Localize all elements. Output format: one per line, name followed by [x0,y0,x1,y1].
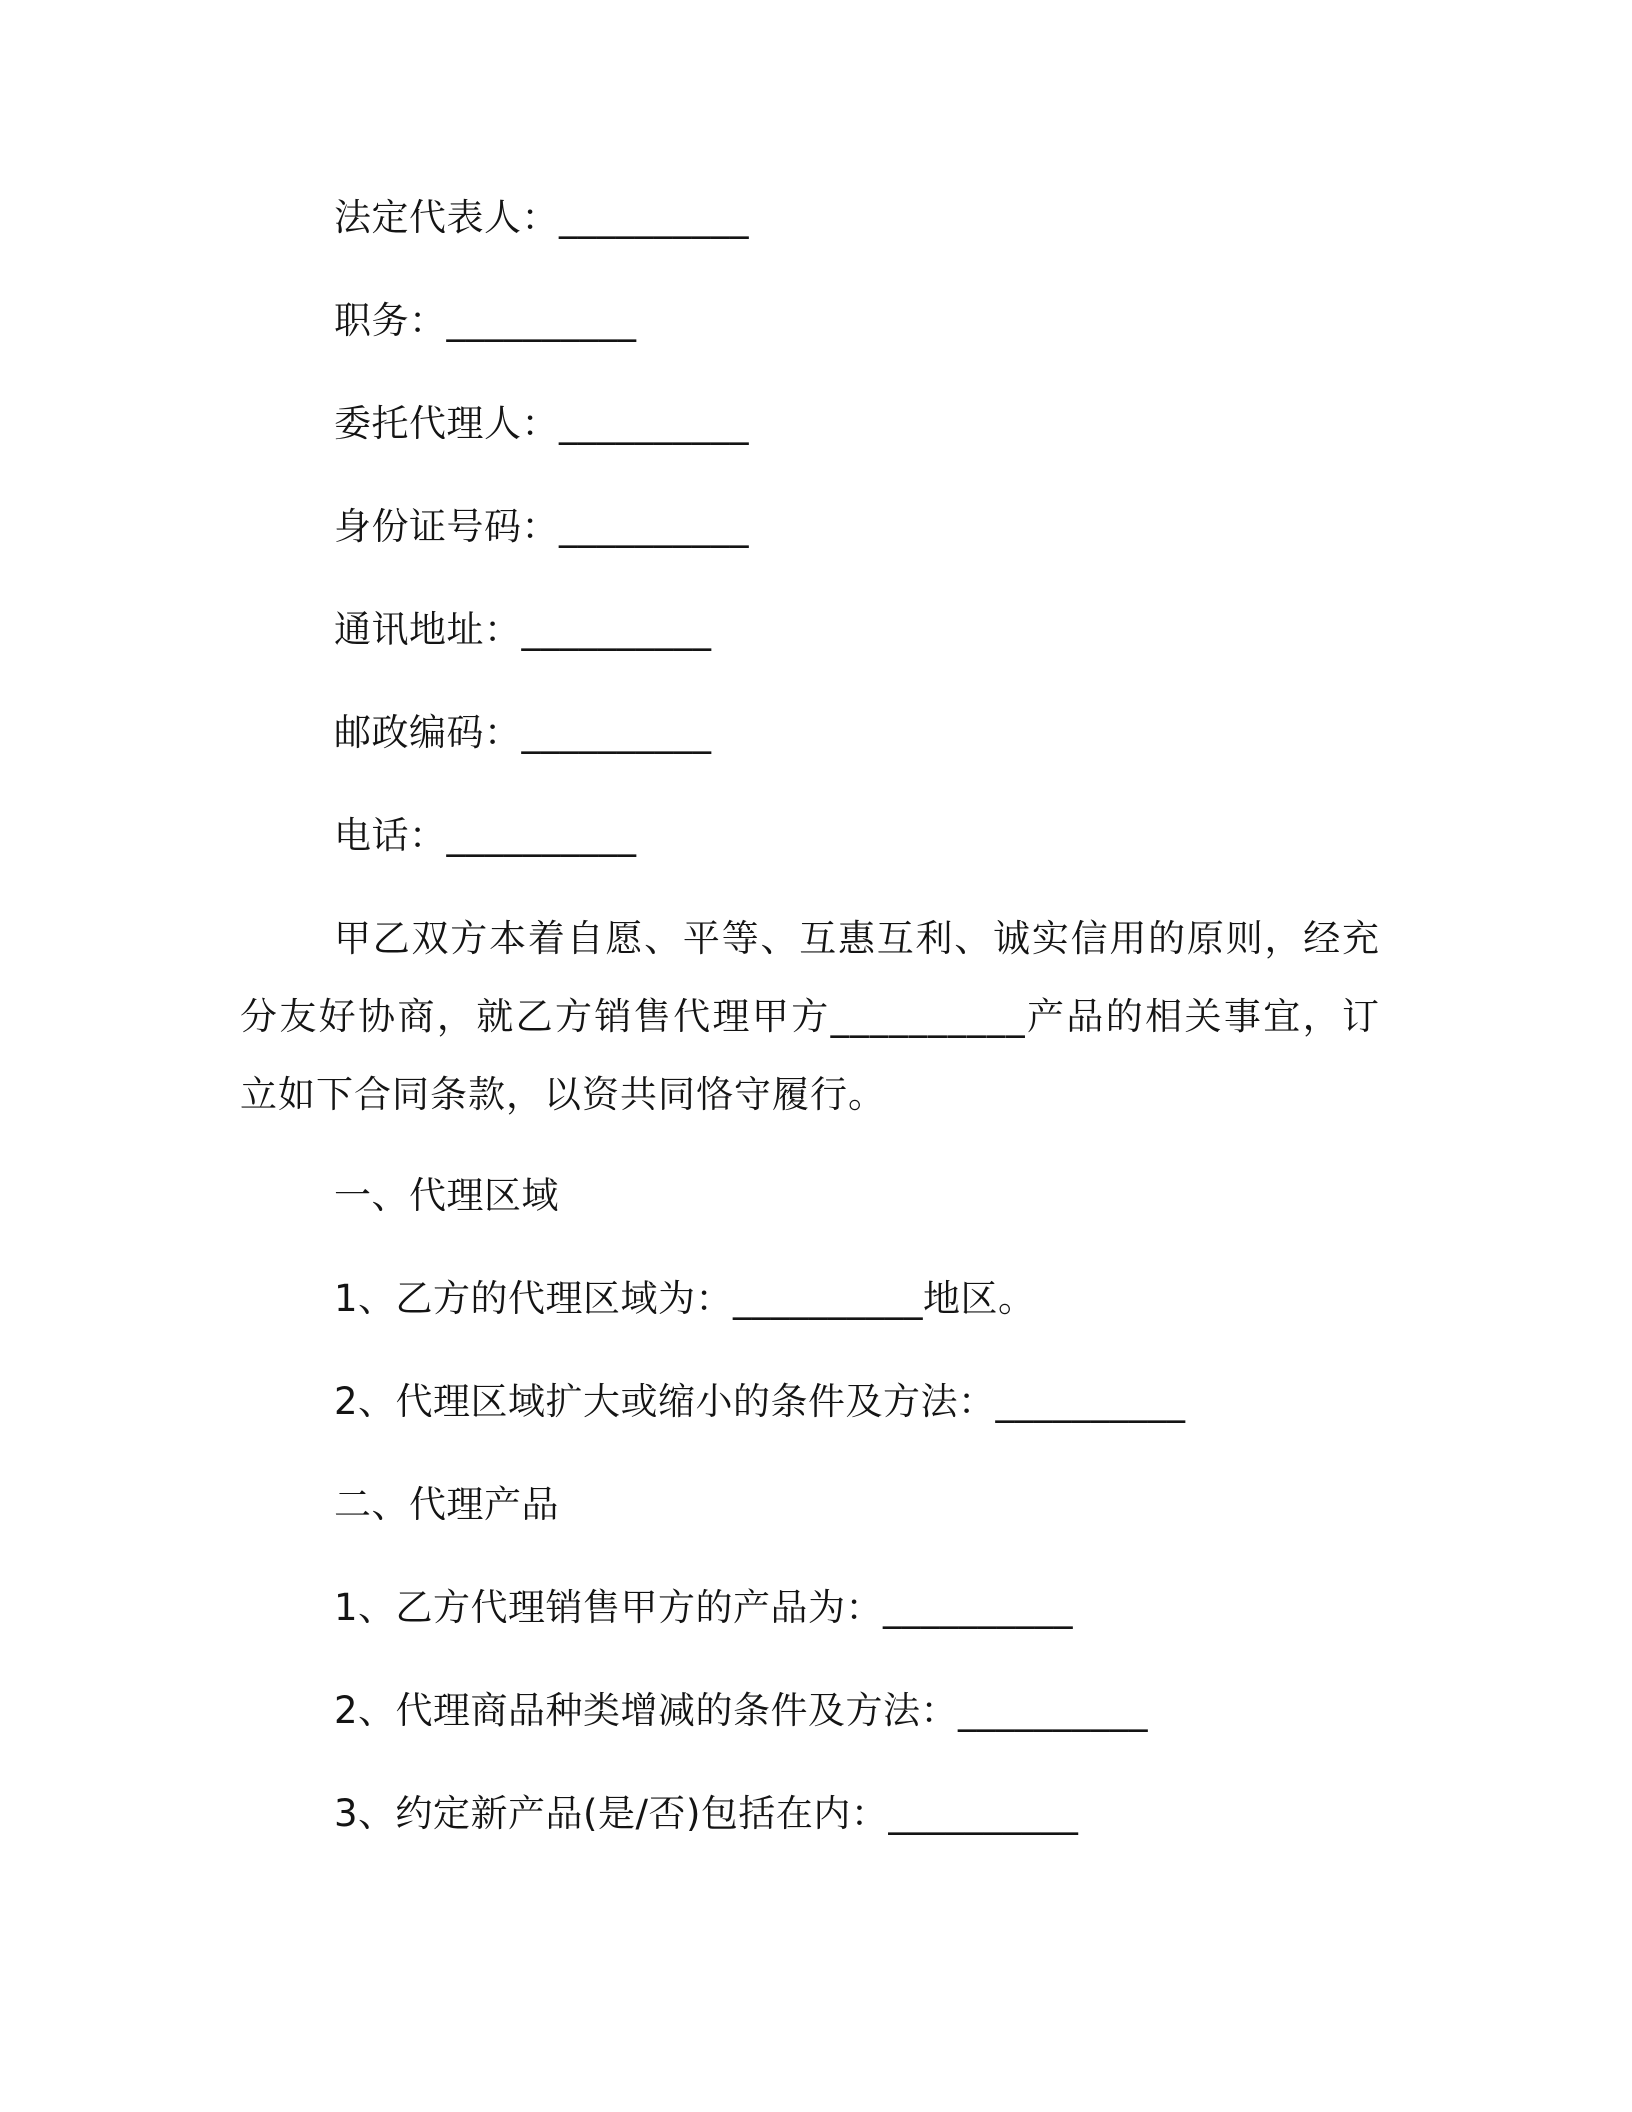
section-item: 2、代理商品种类增减的条件及方法：__________ [334,1689,1149,1732]
intro-paragraph: 甲乙双方本着自愿、平等、互惠互利、诚实信用的原则，经充分友好协商，就乙方销售代理甲方__________产品的相关事宜，订立如下合同条款，以资共同恪守履行。 [240,917,1380,1116]
mailing-address-field: 通讯地址：__________ [334,608,712,651]
section-heading: 二、代理产品 [334,1483,559,1526]
section-item: 2、代理区域扩大或缩小的条件及方法：__________ [334,1380,1186,1423]
section-heading: 一、代理区域 [334,1174,559,1217]
position-field: 职务：__________ [334,299,637,342]
section-item: 3、约定新产品(是/否)包括在内：__________ [334,1792,1079,1835]
section-item: 1、乙方的代理区域为：__________地区。 [334,1277,1036,1320]
section-item: 1、乙方代理销售甲方的产品为：__________ [334,1586,1074,1629]
id-number-field: 身份证号码：__________ [334,505,749,548]
phone-field: 电话：__________ [334,814,637,857]
postal-code-field: 邮政编码：__________ [334,711,712,754]
legal-representative-field: 法定代表人：__________ [334,196,749,239]
authorized-agent-field: 委托代理人：__________ [334,402,749,445]
